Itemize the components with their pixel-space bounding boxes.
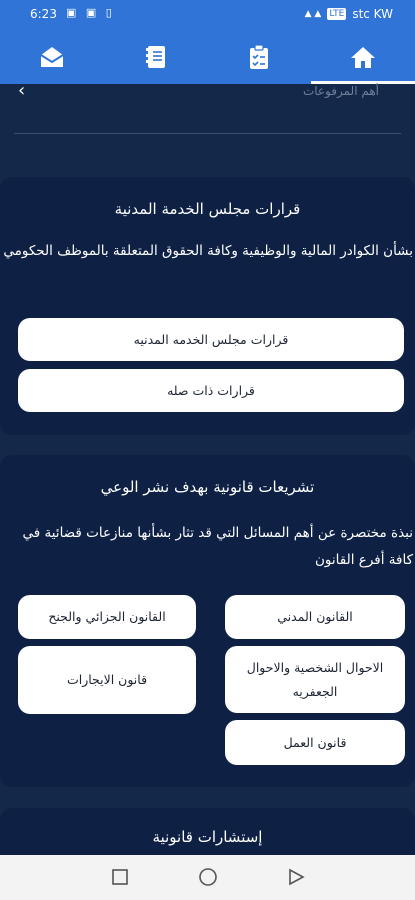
labor-law-button[interactable]: قانون العمل <box>225 720 405 765</box>
civil-service-description: بشأن الكوادر المالية والوظيفية وكافة الحقوق المتعلقة بالموظف الحكومي <box>3 243 413 259</box>
square-icon[interactable] <box>111 868 129 886</box>
nav-mail[interactable] <box>0 30 104 84</box>
criminal-law-button[interactable]: القانون الجزائي والجنح <box>18 595 196 639</box>
legislation-description: نبذة مختصرة عن أهم المسائل التي قد تثار بشأنها منازعات قضائية في كافة أفرع القانون <box>22 525 413 568</box>
related-decisions-button[interactable]: قرارات ذات صله <box>18 369 404 412</box>
notification-icons: ▣ ▣ ▯ <box>66 6 115 19</box>
home-icon <box>350 45 376 69</box>
personal-status-button[interactable]: الاحوال الشخصية والاحوال الجعفريه <box>225 646 405 713</box>
search-hint: أهم المرفوعات <box>302 84 379 98</box>
clipboard-icon <box>248 44 270 70</box>
legislation-title: تشريعات قانونية بهدف نشر الوعي <box>100 478 315 496</box>
network-badge: LTE <box>329 9 345 19</box>
system-navigation-bar <box>0 855 415 900</box>
triangle-icon[interactable] <box>287 868 305 886</box>
consultations-title: إستشارات قانونية <box>152 828 263 846</box>
civil-service-decisions-button[interactable]: قرارات مجلس الخدمه المدنيه <box>18 318 404 361</box>
carrier-name: stc KW <box>352 7 393 21</box>
status-time: 6:23 <box>30 7 57 21</box>
status-bar <box>0 0 415 30</box>
circle-icon[interactable] <box>198 868 218 888</box>
nav-home[interactable] <box>311 30 415 84</box>
search-row[interactable] <box>0 80 415 134</box>
divider <box>14 133 401 134</box>
top-navigation <box>0 30 415 84</box>
nav-clipboard[interactable] <box>208 30 312 84</box>
status-right <box>305 7 393 21</box>
book-icon <box>143 44 169 70</box>
legislation-card <box>0 455 415 787</box>
civil-service-card <box>0 177 415 435</box>
chevron-left-icon[interactable]: ‹ <box>18 80 26 101</box>
civil-service-title: قرارات مجلس الخدمة المدنية <box>114 200 301 218</box>
mail-open-icon <box>39 45 65 69</box>
civil-law-button[interactable]: القانون المدني <box>225 595 405 639</box>
rent-law-button[interactable]: قانون الايجارات <box>18 646 196 714</box>
signal-icon: ▲ ▲ <box>304 9 322 19</box>
nav-book[interactable] <box>104 30 208 84</box>
